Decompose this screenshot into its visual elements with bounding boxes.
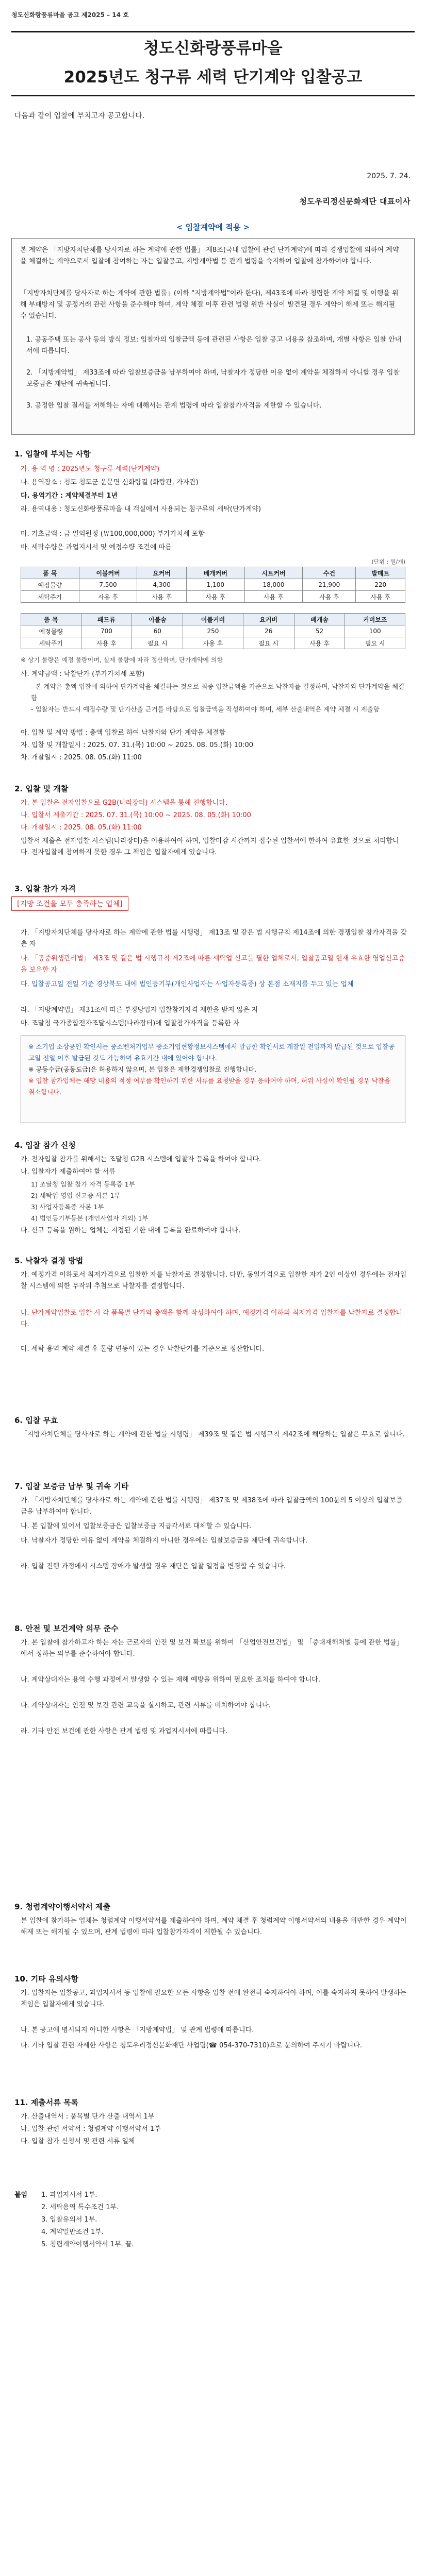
title-top-rule: [11, 31, 415, 32]
sec3-item-e: 마. 조달청 국가종합전자조달시스템(나라장터)에 입찰참가자격을 등록한 자: [21, 1020, 240, 1027]
attachment-2: 2. 세탁용역 특수조건 1부.: [41, 2204, 119, 2211]
sec7-item-c: 다. 낙찰자가 정당한 이유 없이 계약을 체결하지 아니한 경우에는 입찰보증금을 재단에 귀속합니다.: [21, 1537, 308, 1545]
sec3-note-1: ※ 소기업 소상공인 확인서는 중소벤처기업부 중소기업현황정보시스템에서 발급한 확인서로 개찰일 전일까지 발급된 것으로 입찰공고일 전일 이후 발급된 것도 가능하며 유효기간 내에 있어야 합니다.: [28, 1043, 395, 1062]
sec7-item-b: 나. 본 입찰에 있어서 입찰보증금은 입찰보증금 지급각서로 대체할 수 있습니다.: [21, 1522, 252, 1530]
table-header-row: [21, 567, 405, 579]
sec1-item-c: [21, 490, 407, 502]
sec3-item-d: 라. 「지방계약법」 제31조에 따른 부정당업자 입찰참가자격 제한을 받지 않은 자: [21, 1006, 258, 1014]
sec2-desc: 입찰서 제출은 전자입찰 시스템(나라장터)을 이용하여야 하며, 입찰마감 시간까지 접수된 입찰서에 한하여 유효한 것으로 처리합니다. 전자입찰에 참여하지 못한 경우 그 책임은 입찰자에게 있습니다.: [21, 837, 399, 856]
sec10-item-c: 다. 기타 입찰 관련 자세한 사항은 청도우리정신문화재단 사업팀(☎ 054-370-7310)으로 문의하여 주시기 바랍니다.: [21, 2042, 362, 2049]
sec3-item-c-text: 다. 입찰공고일 전일 기준 경상북도 내에 법인등기부(개인사업자는 사업자등록증) 상 본점 소재지를 두고 있는 업체: [21, 980, 354, 988]
table-row: [21, 637, 405, 649]
sec3-note-2: ※ 공동수급(공동도급)은 허용하지 않으며, 본 입찰은 제한경쟁입찰로 진행합니다.: [28, 1065, 257, 1073]
sec3-note-3: ※ 입찰 참가업체는 해당 내용의 적정 여부를 확인하기 위한 서류를 요청받을 경우 응하여야 하며, 허위 사실이 확인될 경우 낙찰을 취소합니다.: [28, 1077, 390, 1096]
table1-unit: (단위 : 원/개): [371, 558, 405, 565]
sec3-item-b: [21, 953, 407, 976]
sec8-head: 8. 안전 및 보건계약 의무 준수: [14, 1624, 119, 1633]
sec1-head: 1. 입찰에 부치는 사항: [14, 449, 91, 459]
table-cell: 7,500: [79, 579, 137, 591]
table-cell: 60: [132, 625, 183, 637]
sec3-item-a: 가. 「지방자치단체를 당사자로 하는 계약에 관한 법률 시행령」 제13조 및 같은 법 시행규칙 제14조에 의한 경쟁입찰 참가자격을 갖춘 자: [21, 929, 407, 948]
table-cell: 사용 후: [244, 591, 303, 603]
sec1-item-i: 자. 입찰 및 개찰일시 : 2025. 07. 31.(목) 10:00 ~ 2025. 08. 05.(화) 10:00: [21, 741, 254, 749]
quantity-table-2: [21, 613, 405, 649]
sec2-head: 2. 입찰 및 개찰: [14, 784, 69, 793]
sec1-item-g: 사. 계약금액 : 낙찰단가 (부가가치세 포함): [21, 670, 145, 678]
table-header-row: [21, 614, 405, 625]
sec4-doc-2: 2) 세탁업 영업 신고증 사본 1부: [31, 1192, 121, 1199]
table-cell: 250: [183, 625, 243, 637]
table-cell: 100: [345, 625, 405, 637]
table-cell: 사용 후: [137, 591, 187, 603]
table-header-cell: 수건: [303, 567, 356, 579]
table-row: [21, 625, 405, 637]
sec8-item-c: 다. 계약상대자는 안전 및 보건 관련 교육을 실시하고, 관련 서류를 비치하여야 합니다.: [21, 1702, 271, 1709]
table-header-cell: 커버보조: [345, 614, 405, 625]
sec11-head: 11. 제출서류 목록: [14, 2098, 78, 2107]
sec4-item-b: 나. 입찰자가 제출하여야 할 서류: [21, 1168, 116, 1176]
attachment-5: 5. 청렴계약이행서약서 1부. 끝.: [41, 2241, 134, 2248]
table-cell: 사용 후: [81, 637, 132, 649]
sec4-doc-1: 1) 조달청 입찰 참가 자격 등록증 1부: [31, 1180, 135, 1188]
sec4-item-a: 가. 전자입찰 참가를 위해서는 조달청 G2B 시스템에 입찰자 등록을 하여야 합니다.: [21, 1156, 261, 1163]
table-cell: 필요 시: [243, 637, 294, 649]
table-header-cell: 베개커버: [186, 567, 244, 579]
sec2-item-a-text: 가. 본 입찰은 전자입찰으로 G2B(나라장터) 시스템을 통해 진행합니다.: [21, 799, 228, 807]
sec5-item-c: 다. 세탁 용역 계약 체결 후 물량 변동이 있는 경우 낙찰단가를 기준으로 정산합니다.: [21, 1345, 265, 1353]
intro-box-p2: 「지방자치단체를 당사자로 하는 계약에 관한 법률」(이하 "지방계약법"이라 한다), 제43조에 따라 청렴한 계약 체결 및 이행을 위해 부패방지 및 공정거래 관련 사항을 준수해야 하며, 계약 체결 이후 관련 법령 위반 사실이 발견될 경우 계약이 해제 또는 해지될 수 있습니다.: [20, 290, 399, 320]
signer: 청도우리정신문화재단 대표이사: [299, 197, 411, 206]
sec7-item-d: 라. 입찰 진행 과정에서 시스템 장애가 발생할 경우 재단은 입찰 일정을 변경할 수 있습니다.: [21, 1563, 286, 1570]
title-line-1: 청도신화랑풍류마을: [143, 39, 283, 58]
attachments-label: 붙임: [14, 2191, 28, 2199]
sec4-head: 4. 입찰 참가 신청: [14, 1141, 76, 1150]
table-header-cell: 시트커버: [244, 567, 303, 579]
section-title: < 입찰계약에 적용 >: [176, 223, 250, 232]
sec9-head: 9. 청렴계약이행서약서 제출: [14, 1902, 110, 1911]
sec1-item-d: 라. 용역내용 : 청도신화랑풍류마을 내 객실에서 사용되는 침구류의 세탁(단가계약): [21, 505, 261, 513]
sec1-item-e: 마. 기초금액 : 금 일억원정 (￦100,000,000) 부가가치세 포함: [21, 530, 205, 538]
intro-box-item-3: 3. 공정한 입찰 질서를 저해하는 자에 대해서는 관계 법령에 따라 입찰참가자격을 제한할 수 있습니다.: [26, 402, 322, 410]
sec6-head: 6. 입찰 무효: [14, 1416, 58, 1425]
intro-box-item-1: 1. 공동주택 또는 공사 등의 방식 정보: 입찰자의 입찰금액 등에 관련된 사항은 입찰 공고 내용을 참조하며, 개별 사항은 입찰 안내서에 따릅니다.: [26, 336, 402, 355]
table-cell: 사용 후: [186, 591, 244, 603]
sec1-item-a: [21, 464, 407, 475]
sec9-desc: 본 입찰에 참가하는 업체는 청렴계약 이행서약서를 제출하여야 하며, 계약 체결 후 청렴계약 이행서약서의 내용을 위반한 경우 계약이 해제 또는 해지될 수 있으며, 관계 법령에 따라 입찰참가자격이 제한될 수 있습니다.: [21, 1917, 407, 1936]
table-header-cell: 이불커버: [183, 614, 243, 625]
sec2-item-b: [21, 810, 407, 821]
attachments: [14, 2190, 35, 2201]
sec4-doc-3: 3) 사업자등록증 사본 1부: [31, 1203, 104, 1211]
table-cell: 사용 후: [356, 591, 405, 603]
sec1-item-a-text: 가. 용 역 명 : 2025년도 청구류 세력(단기계약): [21, 465, 160, 473]
sec8-item-a: 가. 본 입찰에 참가하고자 하는 자는 근로자의 안전 및 보건 확보를 위하여 「산업안전보건법」 및 「중대재해처벌 등에 관한 법률」에서 정하는 의무를 준수하여야 합니다.: [21, 1639, 403, 1658]
table-header-cell: 요커버: [243, 614, 294, 625]
attachment-3: 3. 입찰유의서 1부.: [41, 2216, 97, 2224]
sec2-item-a: [21, 798, 407, 809]
table-cell: 52: [294, 625, 345, 637]
sec11-item-b: 나. 입찰 관련 서약서 : 청렴계약 이행서약서 1부: [21, 2125, 161, 2133]
sec1-item-f: 바. 세탁수량은 과업지시서 및 예정수량 조건에 따름: [21, 544, 172, 551]
table-cell: 예정물량: [21, 625, 81, 637]
table-cell: 세탁주기: [21, 637, 81, 649]
sec5-item-a: 가. 예정가격 이하로서 최저가격으로 입찰한 자를 낙찰자로 결정합니다. 다만, 동일가격으로 입찰한 자가 2인 이상인 경우에는 전자입찰 시스템에 의한 무작위 추첨으로 낙찰자를 결정합니다.: [21, 1271, 407, 1290]
sec4-item-c: 다. 신규 등록을 원하는 업체는 지정된 기한 내에 등록을 완료하여야 합니다.: [21, 1227, 241, 1234]
table-header-cell: 베개솜: [294, 614, 345, 625]
sec3-condition-label: [지방 조건을 모두 충족하는 업체]: [11, 896, 128, 911]
sec1-item-b: 나. 용역장소 : 청도 청도군 운문면 신화랑길 (화랑관, 가자관): [21, 479, 199, 486]
sec6-desc: 「지방자치단체를 당사자로 하는 계약에 관한 법률 시행령」 제39조 및 같은 법 시행규칙 제42조에 해당하는 입찰은 무효로 합니다.: [21, 1431, 405, 1438]
sec5-item-b-text: 나. 단가계약입찰로 입찰 시 각 품목별 단가와 총액을 함께 작성하여야 하며, 예정가격 이하의 최저가격 입찰자를 낙찰자로 결정합니다.: [21, 1309, 402, 1328]
sec8-item-d: 라. 기타 안전 보건에 관한 사항은 관계 법령 및 과업지시서에 따릅니다.: [21, 1727, 228, 1735]
title-line-2: 2025년도 청구류 세력 단기계약 입찰공고: [63, 68, 363, 87]
table-header-cell: 품 목: [21, 567, 79, 579]
sec8-item-b: 나. 계약상대자는 용역 수행 과정에서 발생할 수 있는 재해 예방을 위하여 필요한 조치를 하여야 합니다.: [21, 1676, 320, 1684]
attachment-4: 4. 계약일반조건 1부.: [41, 2228, 104, 2236]
sec11-item-c: 다. 입찰 참가 신청서 및 관련 서류 일체: [21, 2138, 135, 2145]
table-cell: 1,100: [186, 579, 244, 591]
sec10-head: 10. 기타 유의사항: [14, 1974, 78, 1984]
table-cell: 21,900: [303, 579, 356, 591]
sec3-head: 3. 입찰 참가 자격: [14, 884, 76, 893]
sec5-item-b: [21, 1308, 407, 1330]
sec2-item-c-text: 다. 개찰일시 : 2025. 08. 05.(화) 11:00: [21, 824, 142, 832]
sec3-note-box: [21, 1036, 405, 1123]
table-cell: 700: [81, 625, 132, 637]
title-bottom-rule: [11, 95, 415, 96]
document-number: [11, 10, 129, 19]
table-cell: 필요 시: [345, 637, 405, 649]
sec7-item-a: 가. 「지방자치단체를 당사자로 하는 계약에 관한 법률 시행령」 제37조 및 제38조에 따라 입찰금액의 100분의 5 이상의 입찰보증금을 납부하여야 합니다.: [21, 1497, 403, 1516]
table-cell: 220: [356, 579, 405, 591]
sec2-item-b-text: 나. 입찰서 제출기간 : 2025. 07. 31.(목) 10:00 ~ 2025. 08. 05.(화) 10:00: [21, 811, 251, 819]
sec2-item-c: [21, 822, 407, 834]
sec4-doc-4: 4) 법인등기부등본 (개인사업자 제외) 1부: [31, 1214, 149, 1222]
document-number-text: 청도신화랑풍류마을 공고 제2025 – 14 호: [11, 11, 129, 19]
sec1-item-c-text: 다. 용역기간 : 계약체결부터 1년: [21, 492, 118, 500]
table-cell: 4,300: [137, 579, 187, 591]
table-header-cell: 패드류: [81, 614, 132, 625]
table-cell: 필요 시: [132, 637, 183, 649]
intro-text: 다음과 같이 입찰에 부치고자 공고합니다.: [14, 112, 145, 120]
quantity-table-1: [21, 567, 405, 603]
table-row: [21, 591, 405, 603]
table-cell: 사용 후: [79, 591, 137, 603]
table-cell: 사용 후: [294, 637, 345, 649]
sec7-head: 7. 입찰 보증금 납부 및 귀속 기타: [14, 1482, 129, 1491]
table-header-cell: 요커버: [137, 567, 187, 579]
table-cell: 예정물량: [21, 579, 79, 591]
table-header-cell: 이불솜: [132, 614, 183, 625]
announce-date: 2025. 7. 24.: [367, 172, 411, 180]
table-cell: 세탁주기: [21, 591, 79, 603]
sec10-item-b: 나. 본 공고에 명시되지 아니한 사항은 「지방계약법」 및 관계 법령에 따릅니다.: [21, 2026, 254, 2034]
intro-box-item-2: 2. 「지방계약법」 제33조에 따라 입찰보증금을 납부하여야 하며, 낙찰자가 정당한 이유 없이 계약을 체결하지 아니할 경우 입찰보증금은 재단에 귀속됩니다.: [26, 369, 400, 388]
sec11-item-a: 가. 산출내역서 : 품목별 단가 산출 내역서 1부: [21, 2113, 155, 2121]
table-cell: 18,000: [244, 579, 303, 591]
sec3-item-b-text: 나. 「공중위생관리법」 제3조 및 같은 법 시행규칙 제2조에 따른 세탁업 신고를 필한 업체로서, 입찰공고일 현재 유효한 영업신고증을 보유한 자: [21, 955, 405, 974]
intro-box: [11, 238, 415, 435]
sec10-item-a: 가. 입찰자는 입찰공고, 과업지시서 등 입찰에 필요한 모든 사항을 입찰 전에 완전히 숙지하여야 하며, 이를 숙지하지 못하여 발생하는 책임은 입찰자에게 있습니다.: [21, 1989, 407, 2008]
table-row: [21, 579, 405, 591]
sec1-item-h: 아. 입찰 및 계약 방법 : 총액 입찰로 하여 낙찰자와 단가 계약을 체결함: [21, 729, 226, 737]
sec5-head: 5. 낙찰자 결정 방법: [14, 1256, 84, 1265]
table-note: ※ 상기 물량은 예정 물량이며, 실제 물량에 따라 정산하며, 단가계약에 의함: [21, 656, 223, 664]
attachment-1: 1. 과업지시서 1부.: [41, 2191, 97, 2199]
sec1-sub-2: - 입찰자는 반드시 예정수량 및 단가산출 근거를 바탕으로 입찰금액을 작성하여야 하며, 세부 산출내역은 계약 체결 시 제출함: [31, 705, 380, 713]
table-cell: 26: [243, 625, 294, 637]
table-header-cell: 품 목: [21, 614, 81, 625]
sec1-sub-1: - 본 계약은 총액 입찰에 의하여 단가계약을 체결하는 것으로 최종 입찰금액을 기준으로 낙찰자를 결정하며, 낙찰자와 단가계약을 체결함: [31, 683, 405, 702]
sec3-item-c: [21, 979, 407, 990]
table-header-cell: 발매트: [356, 567, 405, 579]
sec1-item-j: 차. 개찰일시 : 2025. 08. 05.(화) 11:00: [21, 754, 142, 761]
table-header-cell: 이불커버: [79, 567, 137, 579]
intro-box-p1: 본 계약은 「지방자치단체를 당사자로 하는 계약에 관한 법률」 제8조(국내 입찰에 관련 단가계약)에 따라 경쟁입찰에 의하여 계약을 체결하는 계약으로서 입찰에 참여하는 자는 입찰공고, 지방계약법 등 관계 법령을 숙지하여 입찰에 참가하여야 합니다.: [20, 246, 399, 265]
page-title: [11, 34, 415, 92]
table-cell: 사용 후: [183, 637, 243, 649]
table-cell: 사용 후: [303, 591, 356, 603]
